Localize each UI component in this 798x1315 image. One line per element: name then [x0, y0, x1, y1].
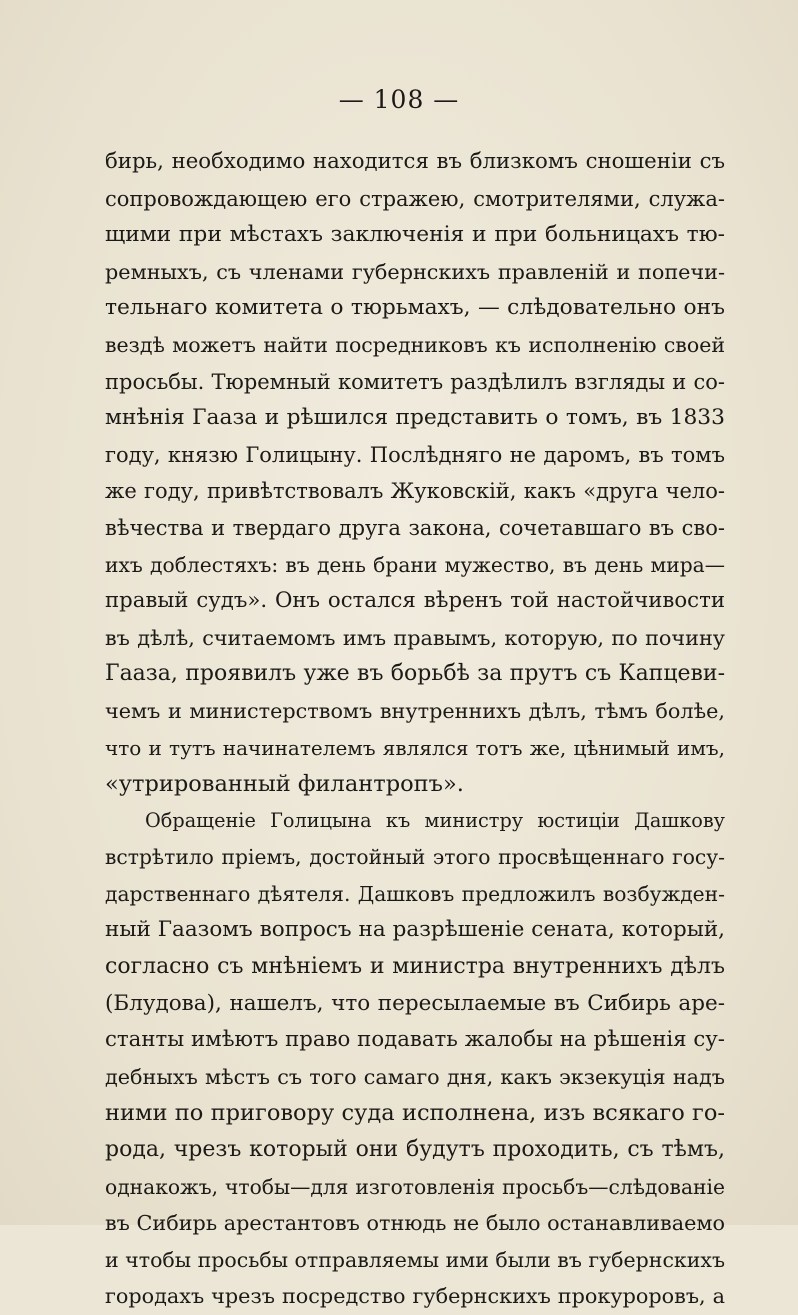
- text-line: Обращеніе Голицына къ министру юстиціи Дашкову: [145, 808, 725, 832]
- page-number: — 108 —: [338, 85, 460, 114]
- text-line: и чтобы просьбы отправляемы ими были въ губернскихъ: [105, 1247, 726, 1272]
- text-line: городахъ чрезъ посредство губернскихъ прокуроровъ, а: [105, 1284, 725, 1309]
- text-line: однакожъ, чтобы—для изготовленія просьбъ—слѣдованіе: [105, 1174, 725, 1199]
- text-line: въ дѣлѣ, считаемомъ имъ правымъ, которую, по почину: [105, 625, 725, 650]
- text-line: ремныхъ, съ членами губернскихъ правленій и попечи-: [105, 259, 725, 284]
- text-line: щими при мѣстахъ заключенія и при больницахъ тю-: [105, 222, 725, 248]
- text-line: году, князю Голицыну. Послѣдняго не даромъ, въ томъ: [105, 442, 725, 467]
- text-line: же году, привѣтствовалъ Жуковскій, какъ «друга чело-: [105, 479, 725, 504]
- text-line: «утрированный филантропъ».: [105, 771, 464, 798]
- text-line: въ Сибирь арестантовъ отнюдь не было останавливаемо: [105, 1211, 725, 1236]
- text-line: Гааза, проявилъ уже въ борьбѣ за прутъ съ Капцеви-: [105, 661, 725, 687]
- text-line: бирь, необходимо находится въ близкомъ сношеніи съ: [105, 149, 725, 174]
- text-line: вездѣ можетъ найти посредниковъ къ исполненію своей: [105, 332, 725, 357]
- text-line: рода, чрезъ который они будутъ проходить, съ тѣмъ,: [105, 1137, 725, 1163]
- text-line: согласно съ мнѣніемъ и министра внутреннихъ дѣлъ: [105, 954, 725, 980]
- text-line: просьбы. Тюремный комитетъ раздѣлилъ взгляды и со-: [105, 369, 725, 394]
- text-line: дарственнаго дѣятеля. Дашковъ предложилъ возбужден-: [105, 881, 725, 906]
- text-line: что и тутъ начинателемъ являлся тотъ же, цѣнимый имъ,: [105, 735, 725, 760]
- text-line: вѣчества и твердаго друга закона, сочетавшаго въ сво-: [105, 515, 725, 540]
- text-line: тельнаго комитета о тюрьмахъ, — слѣдовательно онъ: [105, 295, 725, 321]
- text-line: дебныхъ мѣстъ съ того самаго дня, какъ экзекуція надъ: [105, 1064, 725, 1089]
- text-line: ный Гаазомъ вопросъ на разрѣшеніе сената, который,: [105, 917, 725, 943]
- text-line: (Блудова), нашелъ, что пересылаемые въ Сибирь аре-: [105, 990, 725, 1016]
- text-line: сопровождающею его стражею, смотрителями, служа-: [105, 186, 725, 211]
- text-line: встрѣтило пріемъ, достойный этого просвѣщеннаго госу-: [105, 845, 725, 870]
- text-line: ними по приговору суда исполнена, изъ всякаго го-: [105, 1100, 725, 1127]
- text-line: чемъ и министерствомъ внутреннихъ дѣлъ, тѣмъ болѣе,: [105, 698, 725, 723]
- text-line: правый судъ». Онъ остался вѣренъ той настойчивости: [105, 588, 725, 614]
- text-line: мнѣнія Гааза и рѣшился представить о томъ, въ 1833: [105, 405, 725, 431]
- paragraph: [105, 803, 725, 1315]
- paragraph: [105, 144, 725, 803]
- text-line: станты имѣютъ право подавать жалобы на рѣшенія су-: [105, 1027, 725, 1053]
- text-line: ихъ доблестяхъ: въ день брани мужество, въ день мира—: [105, 552, 725, 577]
- body-text: [105, 144, 725, 1315]
